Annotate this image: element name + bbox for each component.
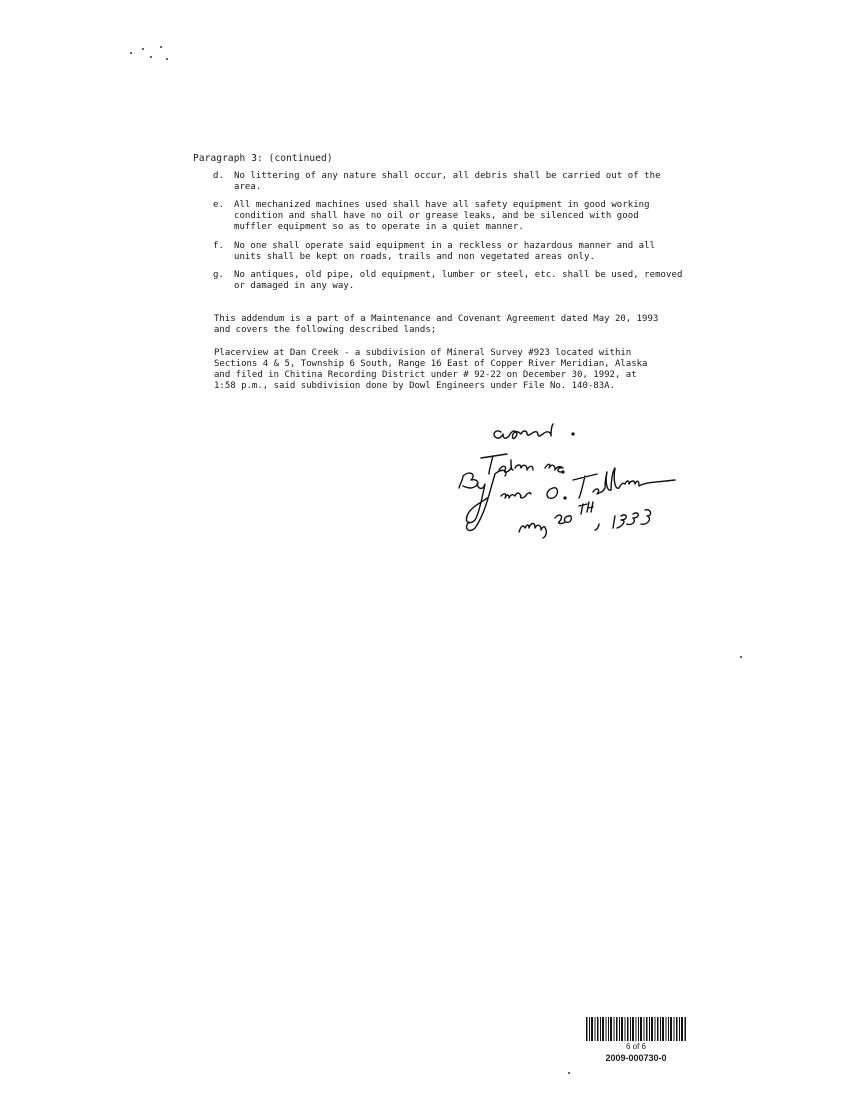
scan-speck <box>166 58 168 60</box>
scan-speck <box>568 1072 570 1074</box>
list-item-e <box>213 200 693 233</box>
scan-speck <box>160 46 162 48</box>
addendum-paragraph: This addendum is a part of a Maintenance and Covenant Agreement dated May 20, 1993 and covers the following described lands; <box>214 314 659 335</box>
item-letter: f. <box>213 241 224 251</box>
item-text: No littering of any nature shall occur, all debris shall be carried out of the area. <box>234 171 661 192</box>
record-number: 2009-000730-0 <box>605 1053 667 1063</box>
item-text: No one shall operate said equipment in a reckless or hazardous manner and all units shall be kept on roads, trails and non vegetated areas only. <box>234 241 656 262</box>
land-description: Placerview at Dan Creek - a subdivision of Mineral Survey #923 located within Sections 4 & 5, Township 6 South, Range 16 East of Copper River Meridian, Alaska and filed in Chitina Recording District under # 92-22 on December 30, 1992, at 1:58 p.m., said subdivision done by Dowl Engineers under File No. 140-83A. <box>214 348 648 391</box>
item-letter: d. <box>213 171 224 181</box>
section-heading: Paragraph 3: (continued) <box>193 153 333 164</box>
item-text: All mechanized machines used shall have all safety equipment in good working condition and shall have no oil or grease leaks, and be silenced with good muffler equipment so as to operate in a quiet manner. <box>234 200 650 232</box>
scan-speck <box>142 48 144 50</box>
barcode-graphic <box>586 1017 686 1041</box>
scan-speck <box>740 656 742 658</box>
list-item-d <box>213 171 693 193</box>
list-item-f <box>213 241 693 263</box>
scan-speck <box>130 52 132 54</box>
list-item-g <box>213 270 693 292</box>
scan-speck <box>150 56 152 58</box>
page-count: 6 of 6 <box>625 1042 646 1051</box>
item-letter: g. <box>213 270 224 280</box>
item-letter: e. <box>213 200 224 210</box>
item-text: No antiques, old pipe, old equipment, lumber or steel, etc. shall be used, removed or damaged in any way. <box>234 270 683 291</box>
handwritten-signature <box>455 410 695 550</box>
